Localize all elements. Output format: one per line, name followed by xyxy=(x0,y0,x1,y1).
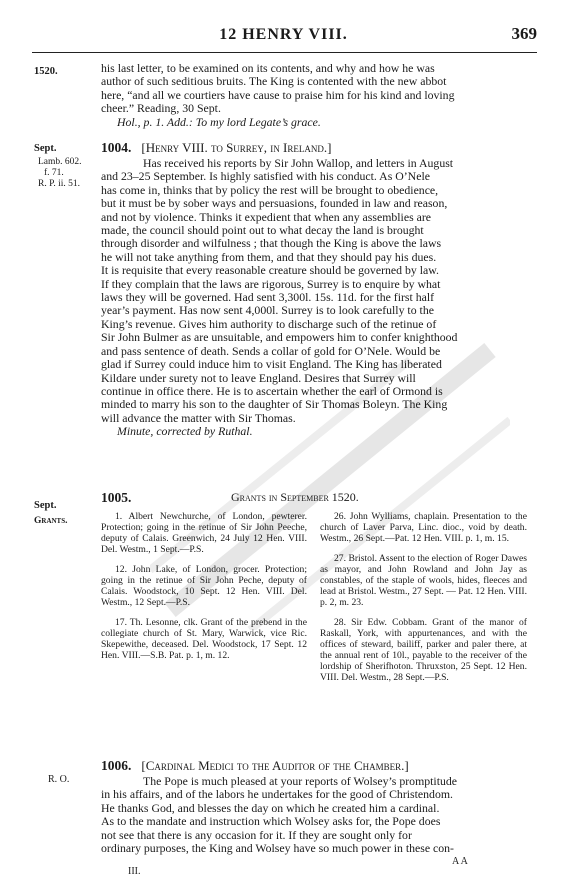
text-line: in his affairs, and of the labors he undertakes for the good of Christendom. xyxy=(101,787,453,802)
minute-note: Minute, corrected by Ruthal. xyxy=(117,424,253,439)
margin-sept: Sept. xyxy=(34,500,57,511)
text-line: cheer.” Reading, 30 Sept. xyxy=(101,101,221,116)
signature-mark: A A xyxy=(452,856,468,867)
text-line: through disorder and wilfulness ; that though the King is above the laws xyxy=(101,236,442,251)
text-line: and not by violence. Thinks it expedient that when any assemblies are xyxy=(101,209,432,224)
text-line: King’s revenue. Gives him authority to discharge such of the retinue of xyxy=(101,316,437,331)
entry-1004-heading xyxy=(101,140,331,156)
margin-grants: Grants. xyxy=(34,516,68,526)
grant-item: 28. Sir Edw. Cobbam. Grant of the manor of Raskall, York, with appurtenances, and with the offices of steward, bailiff, parker and paler there, at the annual rent of 10l., payable to the receiver of the lordship of Sherifhoton. Thruxston, 25 Sept. 12 Hen. VIII. Del. Westm., 28 Sept.—P.S. xyxy=(320,617,527,683)
entry-number: 1005. xyxy=(101,490,132,505)
source-note: Hol., p. 1. Add.: To my lord Legate’s grace. xyxy=(117,114,321,129)
margin-sept: Sept. xyxy=(34,143,57,154)
text-line: It is requisite that every reasonable creature should be governed by law. xyxy=(101,263,439,278)
margin-year: 1520. xyxy=(34,66,58,77)
grant-item: 1. Albert Newchurche, of London, pewterer. Protection; going in the retinue of Sir John Peeche, deputy of Calais. Greenwich, 24 July 12 Hen. VIII. Del. Westm., 1 Sept.—P.S. xyxy=(101,511,307,555)
text-line: has come in, thinks that by policy the rest will be brought to obedience, xyxy=(101,182,439,197)
page-number: 369 xyxy=(511,24,537,43)
text-line: year’s payment. Has now sent 4,000l. Surrey is to look carefully to the xyxy=(101,303,434,318)
text-line: he will not take anything from them, and that they should pay his dues. xyxy=(101,249,437,264)
grant-item: 17. Th. Lesonne, clk. Grant of the prebend in the collegiate church of St. Mary, Warwick, vice Ric. Skepewithe, deceased. Del. Woodstock, 17 Sept. 12 Hen. VIII.—S.B. Pat. p. 1, m. 12. xyxy=(101,617,307,661)
grants-right-column xyxy=(320,511,527,692)
text-line: his last letter, to be examined on its contents, and why and how he was xyxy=(101,61,435,75)
continuation-text xyxy=(101,62,527,129)
margin-references xyxy=(38,157,82,190)
text-line: but it must be by sober ways and persuasions, founded in law and reason, xyxy=(101,196,448,211)
entry-1005-heading xyxy=(101,490,527,506)
running-header: 12 HENRY VIII. xyxy=(219,26,348,43)
margin-ref: f. 71. xyxy=(44,168,64,178)
text-line: He thanks God, and blesses the day on which he created him a cardinal. xyxy=(101,800,440,815)
entry-title: [Henry VIII. to Surrey, in Ireland.] xyxy=(141,140,332,155)
text-line: minded to marry his son to the daughter of Sir Thomas Boleyn. The King xyxy=(101,397,448,412)
entry-number: 1004. xyxy=(101,140,132,155)
entry-1006-body xyxy=(101,775,527,855)
text-line: laws they will be governed. Had sent 3,300l. 15s. 11d. for the first half xyxy=(101,290,435,305)
text-line: Has received his reports by Sir John Wallop, and letters in August xyxy=(143,156,454,170)
text-line: here, “and all we courtiers have cause to praise him for his kind and loving xyxy=(101,87,455,102)
text-line: If they complain that the laws are rigorous, Surrey is to enquire by what xyxy=(101,276,441,291)
text-line: not see that there is any occasion for it. If they are sought only for xyxy=(101,827,412,842)
margin-ref: Lamb. 602. xyxy=(38,157,82,167)
grant-item: 26. John Wylliams, chaplain. Presentation to the church of Laver Parva, Linc. dioc., void by death. Westm., 26 Sept.—Pat. 12 Hen. VIII. p. 1, m. 15. xyxy=(320,511,527,544)
text-line: will advance the matter with Sir Thomas. xyxy=(101,410,296,425)
grants-left-column xyxy=(101,511,307,670)
text-line: author of such seditious bruits. The King is contented with the new abbot xyxy=(101,74,447,89)
entry-1006-heading xyxy=(101,758,409,774)
volume-mark: III. xyxy=(128,866,141,877)
grant-item: 12. John Lake, of London, grocer. Protection; going in the retinue of Sir John Peche, deputy of Calais. Woodstock, 10 Sept. 12 Hen. VIII. Del. Westm., 12 Sept.—P.S. xyxy=(101,564,307,608)
text-line: made, the council should point out to what decay the land is brought xyxy=(101,223,424,238)
entry-number: 1006. xyxy=(101,758,132,773)
text-line: Kildare under surety not to leave England. Desires that Surrey will xyxy=(101,370,416,385)
margin-ref: R. P. ii. 51. xyxy=(38,179,80,189)
text-line: and 23–25 September. Is highly satisfied with his conduct. As O’Nele xyxy=(101,169,430,184)
text-line: glad if Surrey could induce him to visit England. The King has liberated xyxy=(101,357,442,372)
entry-1004-body xyxy=(101,157,527,439)
text-line: and pass sentence of death. Sends a collar of gold for O’Nele. Would be xyxy=(101,343,441,358)
text-line: As to the mandate and instruction which Wolsey asks for, the Pope does xyxy=(101,814,441,829)
margin-record-office: R. O. xyxy=(48,774,70,785)
entry-title: Grants in September 1520. xyxy=(231,490,359,504)
text-line: ordinary purposes, the King and Wolsey have so much power in these con- xyxy=(101,841,454,856)
entry-title: [Cardinal Medici to the Auditor of the Chamber.] xyxy=(141,758,409,773)
grant-item: 27. Bristol. Assent to the election of Roger Dawes as mayor, and John Rowland and John Jay as constables, of the staple of wools, hides, fleeces and lead at Bristol. Westm., 27 Sept. — Pat. 12 Hen. VIII. p. 2, m. 23. xyxy=(320,553,527,608)
text-line: continue in office there. He is to ascertain whether the earl of Ormond is xyxy=(101,383,443,398)
header-rule xyxy=(32,52,537,53)
text-line: The Pope is much pleased at your reports of Wolsey’s promptitude xyxy=(143,774,458,788)
text-line: Sir John Bulmer as are unsuitable, and empowers him to confer knighthood xyxy=(101,330,458,345)
